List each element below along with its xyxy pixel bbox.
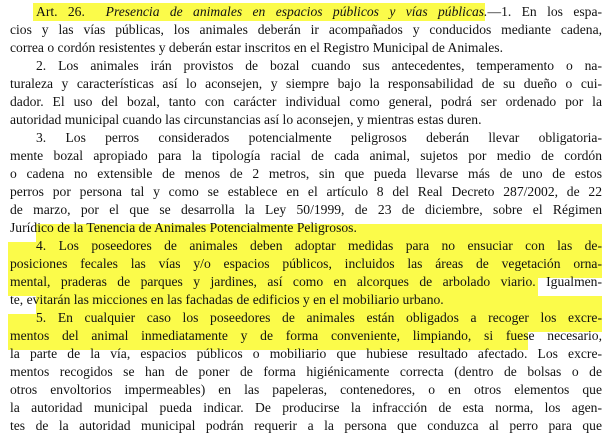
paragraph-4-line: 4. Los poseedores de animales deben adoptar medidas para no ensuciar con las de-: [36, 238, 602, 253]
paragraph-5-line: 5. En cualquier caso los poseedores de animales están obligados a recoger los excre-: [36, 310, 602, 325]
paragraph-1-line: cios y las vías públicas, los animales deberán ir acompañados y conducidos mediante cadena,: [10, 22, 602, 37]
paragraph-5-line: otros envoltorios impermeables) en las papeleras, contenedores, o en otros elementos que: [10, 382, 602, 397]
paragraph-5-line: tes de la autoridad municipal podrán requerir a la persona que conduzca al perro para que: [10, 418, 602, 433]
paragraph-5-line: la parte de la vía, espacios públicos o mobiliario que hubiese resultado afectado. Los excre-: [10, 346, 602, 361]
paragraph-3-line: Jurídico de la Tenencia de Animales Potencialmente Peligrosos.: [10, 220, 357, 235]
article-title: Presencia de animales en espacios públicos y vías públicas.: [105, 4, 488, 19]
paragraph-5-line: mentos recogidos se han de poner de forma higiénicamente correcta (dentro de bolsas o de: [10, 364, 602, 379]
paragraph-3-line: o cadena no extensible de menos de 2 metros, sin que pueda llevarse más de uno de estos: [10, 166, 602, 181]
paragraph-2-line: dador. El uso del bozal, tanto con carácter individual como general, podrá ser ordenado por la: [10, 94, 602, 109]
paragraph-3-line: perros por persona tal y como se establece en el artículo 8 del Real Decreto 287/2002, de 22: [10, 184, 602, 199]
paragraph-1-line: correa o cordón resistentes y deberán estar inscritos en el Registro Municipal de Animales.: [10, 40, 503, 55]
paragraph-2-line: autoridad municipal cuando las circunstancias así lo aconsejen, y mientras estas duren.: [10, 112, 482, 127]
paragraph-5-line: mentos del animal inmediatamente y de forma conveniente, limpiando, si fuese necesario,: [10, 328, 602, 343]
paragraph-4-line: mental, praderas de parques y jardines, así como en alcorques de arbolado viario. Igualmen-: [10, 274, 602, 289]
paragraph-2-line: turaleza y características así lo aconsejen, y siempre bajo la responsabilidad de su dueño o cui-: [10, 76, 602, 91]
paragraph-4-line: posiciones fecales las vías y/o espacios públicos, incluidos las áreas de vegetación orna-: [10, 256, 602, 271]
paragraph-3-line: 3. Los perros considerados potencialmente peligrosos deberán llevar obligatoria-: [36, 130, 602, 145]
paragraph-3-line: mente bozal apropiado para la tipología racial de cada animal, sujetos por medio de cordón: [10, 148, 602, 163]
article-heading-line: [10, 3, 602, 21]
paragraph-3-line: de marzo, por el que se desarrolla la Ley 50/1999, de 23 de diciembre, sobre el Régimen: [10, 202, 602, 217]
paragraph-1-line-1: —1. En los espa-: [487, 4, 603, 19]
paragraph-2-line: 2. Los animales irán provistos de bozal cuando sus antecedentes, temperamento o na-: [36, 58, 602, 73]
paragraph-4-line: te, evitarán las micciones en las fachadas de edificios y en el mobiliario urbano.: [10, 292, 444, 307]
paragraph-5-line: la autoridad municipal pueda indicar. De producirse la infracción de esta norma, los agen-: [10, 400, 602, 415]
article-number: Art. 26.: [36, 4, 85, 19]
